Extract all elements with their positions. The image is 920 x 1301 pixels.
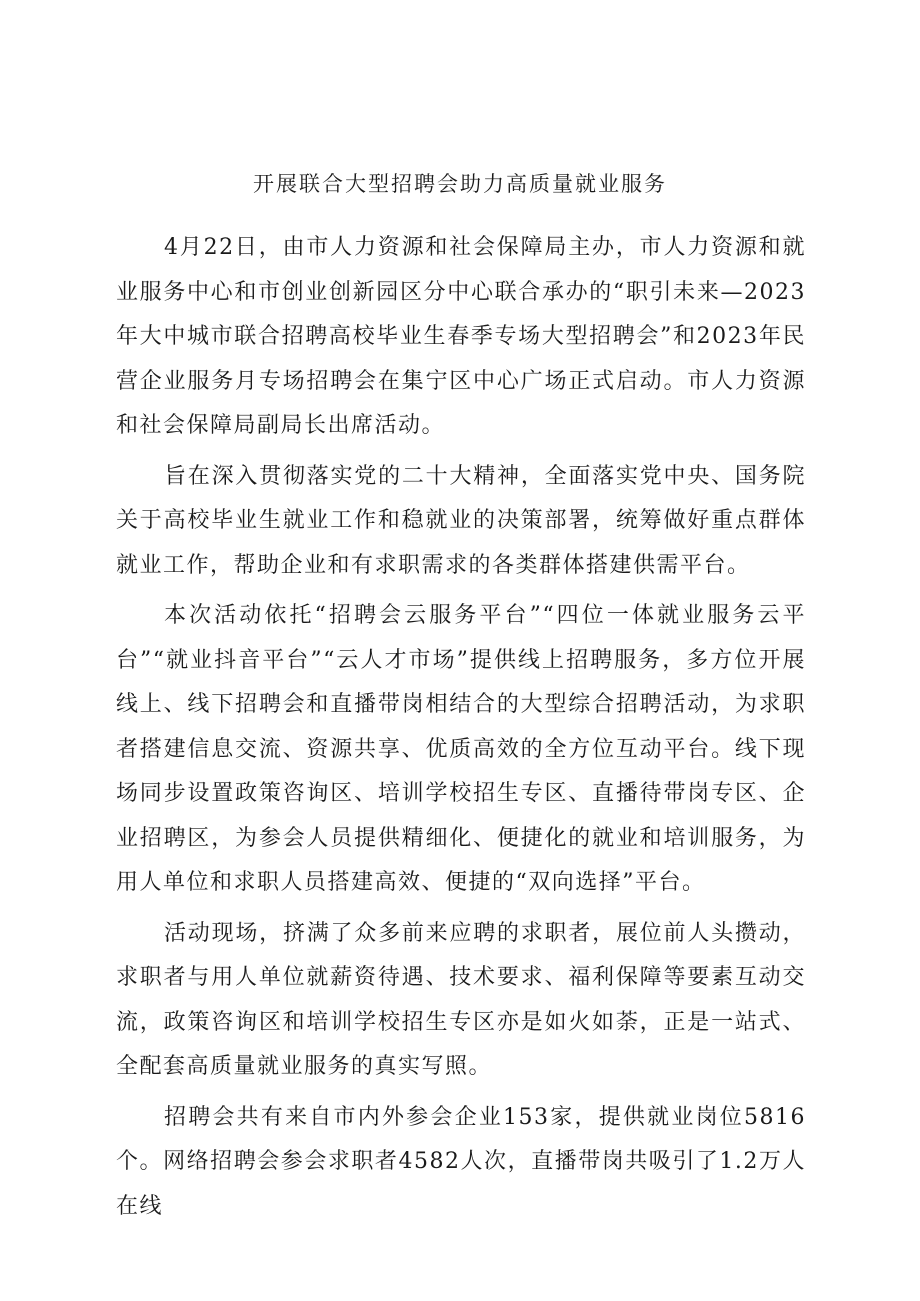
paragraph-platforms: 本次活动依托“招聘会云服务平台”“四位一体就业服务云平台”“就业抖音平台”“云人才市场”提供线上招聘服务，多方位开展线上、线下招聘会和直播带岗相结合的大型综合招聘活动，为求职者搭建信息交流、资源共享、优质高效的全方位互动平台。线下现场同步设置政策咨询区、培训学校招生专区、直播待带岗专区、企业招聘区，为参会人员提供精细化、便捷化的就业和培训服务，为用人单位和求职人员搭建高效、便捷的“双向选择”平台。 <box>116 603 806 895</box>
paragraph-opening: 4月22日，由市人力资源和社会保障局主办，市人力资源和就业服务中心和市创业创新园区分中心联合承办的“职引未来—2023年大中城市联合招聘高校毕业生春季专场大型招聘会”和2023年民营企业服务月专场招聘会在集宁区中心广场正式启动。市人力资源和社会保障局副局长出席活动。 <box>116 235 806 438</box>
paragraph-statistics: 招聘会共有来自市内外参会企业153家，提供就业岗位5816个。网络招聘会参会求职者4582人次，直播带岗共吸引了1.2万人在线 <box>116 1104 806 1219</box>
document-title: 开展联合大型招聘会助力高质量就业服务 <box>253 172 667 196</box>
paragraph-purpose: 旨在深入贯彻落实党的二十大精神，全面落实党中央、国务院关于高校毕业生就业工作和稳就业的决策部署，统筹做好重点群体就业工作，帮助企业和有求职需求的各类群体搭建供需平台。 <box>116 463 806 578</box>
document-body <box>116 226 806 1235</box>
paragraph-scene: 活动现场，挤满了众多前来应聘的求职者，展位前人头攒动，求职者与用人单位就薪资待遇、技术要求、福利保障等要素互动交流，政策咨询区和培训学校招生专区亦是如火如荼，正是一站式、全配套高质量就业服务的真实写照。 <box>116 920 806 1079</box>
